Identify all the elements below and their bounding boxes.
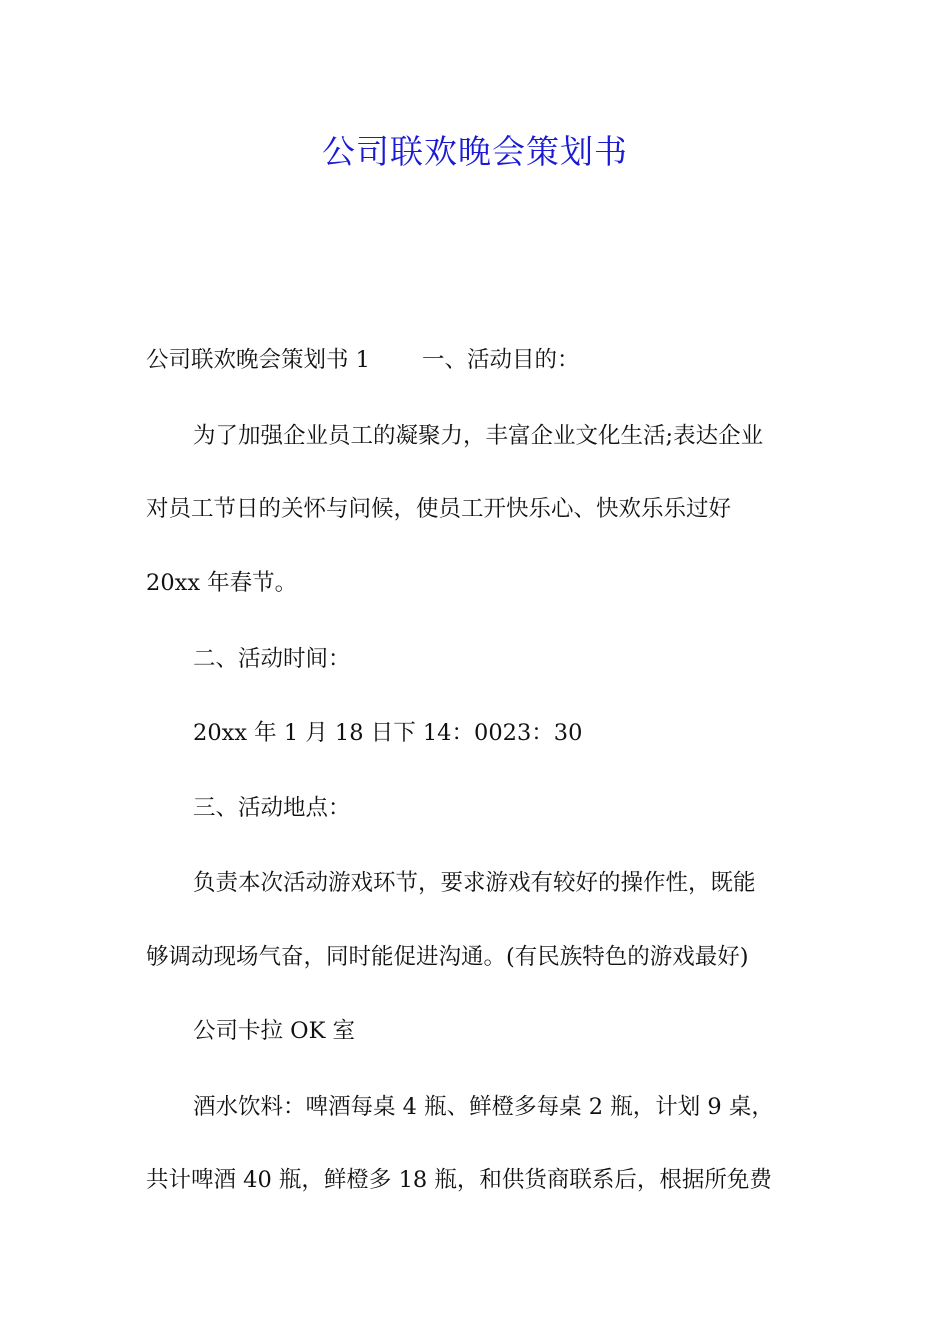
paragraph-line: 酒水饮料：啤酒每桌 4 瓶、鲜橙多每桌 2 瓶，计划 9 桌， — [193, 1094, 774, 1120]
document-title: 公司联欢晚会策划书 — [322, 132, 628, 171]
paragraph-line: 够调动现场气奋，同时能促进沟通。(有民族特色的游戏最好) — [146, 944, 749, 970]
heading-location: 三、活动地点： — [193, 795, 351, 821]
paragraph-line: 对员工节日的关怀与问候，使员工开快乐心、快欢乐乐过好 — [146, 496, 732, 522]
paragraph-line: 20xx 年春节。 — [146, 570, 298, 596]
paragraph-line: 负责本次活动游戏环节，要求游戏有较好的操作性，既能 — [193, 870, 756, 896]
heading-purpose: 一、活动目的： — [421, 347, 580, 373]
paragraph-line: 20xx 年 1 月 18 日下 14：0023：30 — [193, 720, 583, 746]
section-heading-line — [146, 345, 806, 375]
paragraph-line: 公司卡拉 OK 室 — [193, 1018, 356, 1044]
paragraph-line: 共计啤酒 40 瓶，鲜橙多 18 瓶，和供货商联系后，根据所免费 — [146, 1167, 772, 1193]
subtitle-text: 公司联欢晚会策划书 1 — [146, 347, 370, 373]
paragraph-line: 为了加强企业员工的凝聚力，丰富企业文化生活;表达企业 — [193, 423, 764, 449]
heading-time: 二、活动时间： — [193, 646, 351, 672]
